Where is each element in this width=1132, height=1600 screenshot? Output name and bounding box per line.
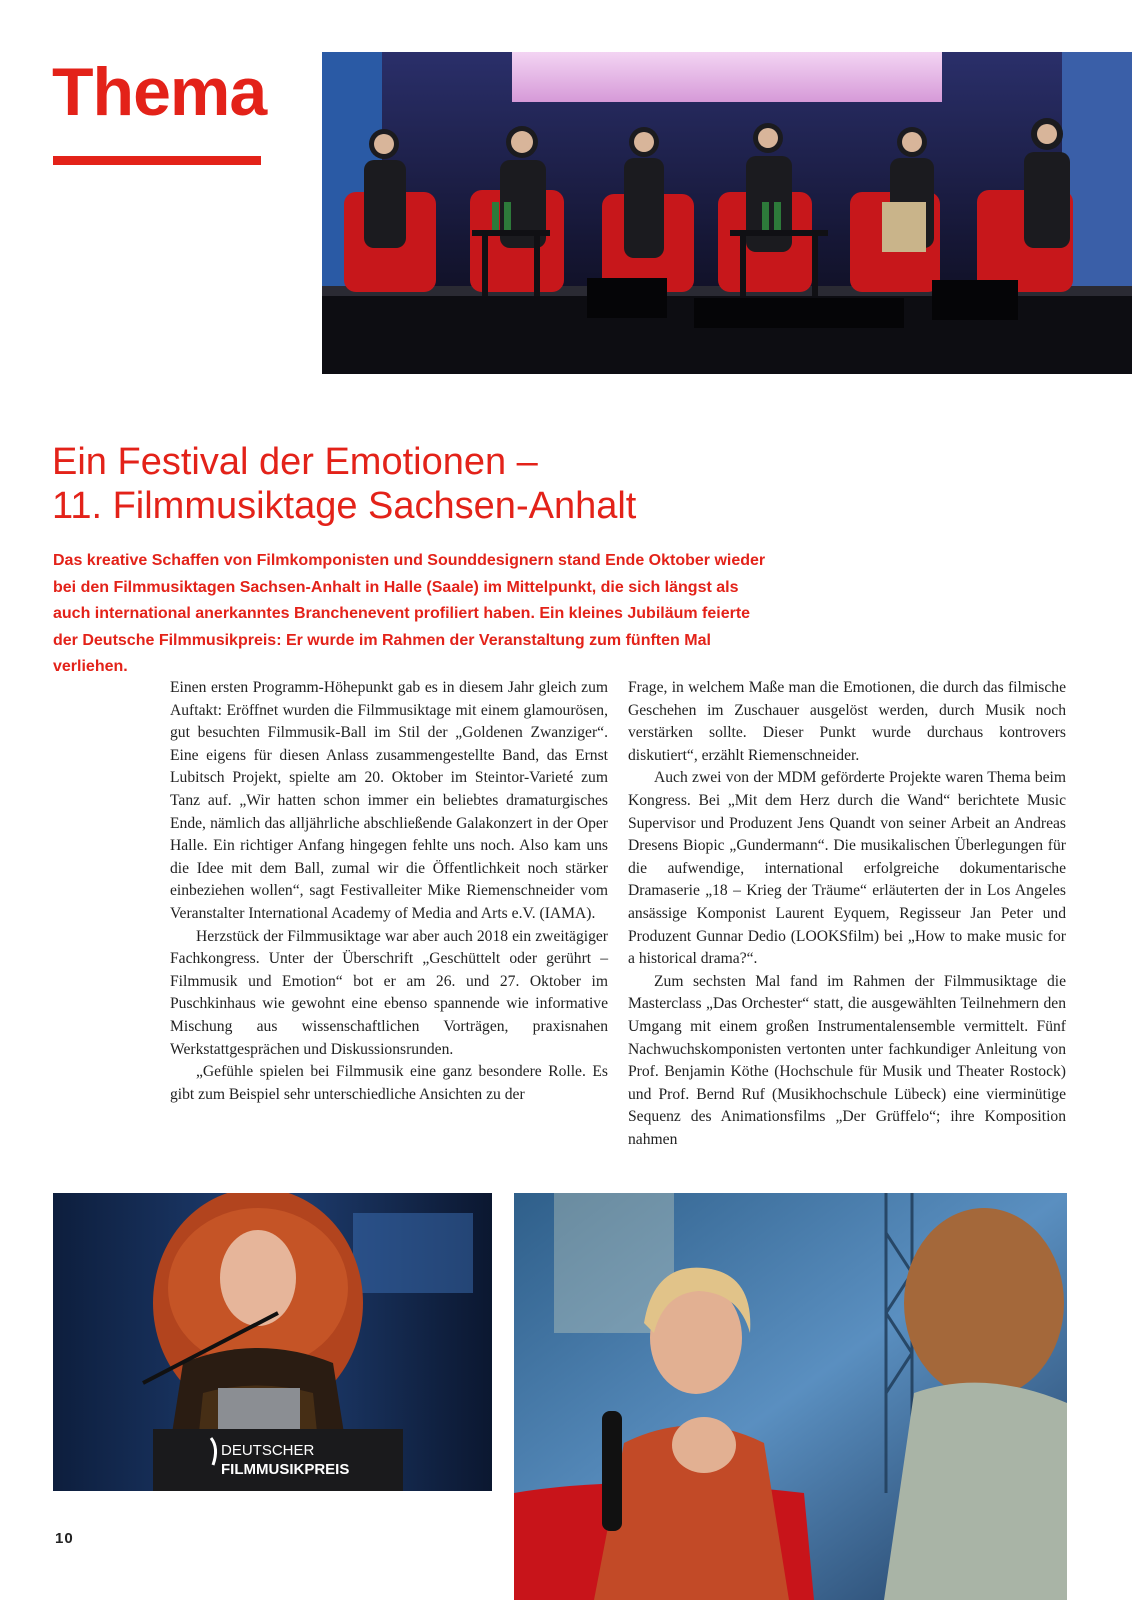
body-paragraph: Frage, in welchem Maße man die Emotionen, die durch das filmische Geschehen im Zuschauer ausgelöst werden, durch Musik noch verstärken sollte. Dieser Punkt wurde durchaus kontrovers diskutiert“, erzählt Riemenschneider. (628, 679, 1066, 764)
body-paragraph: Auch zwei von der MDM geförderte Projekte waren Thema beim Kongress. Bei „Mit dem Herz durch die Wand“ berichtete Music Supervisor und Produzent Jens Quandt von seiner Arbeit an Andreas Dresens Biopic „Gundermann“. Die musikalischen Überlegungen für die aufwendige, international erfolgreiche dokumentarische Dramaserie „18 – Krieg der Träume“ erläuterten der in Los Angeles ansässige Komponist Laurent Eyquem, Regisseur Jan Peter und Produzent Gunnar Dedio (LOOKSfilm) bei „How to make music for a historical drama?“. (628, 769, 1066, 968)
body-column-right (628, 677, 1066, 1151)
body-column-left (170, 677, 608, 1106)
body-paragraph: „Gefühle spielen bei Filmmusik eine ganz besondere Rolle. Es gibt zum Beispiel sehr unterschiedliche Ansichten zu der (170, 1063, 608, 1103)
article-lead: Das kreative Schaffen von Filmkomponisten und Sounddesignern stand Ende Oktober wieder bei den Filmmusiktagen Sachsen-Anhalt in Halle (Saale) im Mittelpunkt, die sich längst als auch international anerkanntes Branchenevent profiliert haben. Ein kleines Jubiläum feierte der Deutsche Filmmusikpreis: Er wurde im Rahmen der Veranstaltung zum fünften Mal verliehen. (53, 552, 766, 675)
section-underline (53, 156, 261, 165)
award-logo-line-2: FILMMUSIKPREIS (221, 1461, 350, 1478)
award-logo-line-1: DEUTSCHER (221, 1442, 315, 1459)
article-headline (52, 440, 952, 528)
body-paragraph: Zum sechsten Mal fand im Rahmen der Filmmusiktage die Masterclass „Das Orchester“ statt, die ausgewählten Teilnehmern den Umgang mit einem großen Instrumentalensemble vermittelt. Fünf Nachwuchskomponisten vertonten unter fachkundiger Anleitung von Prof. Benjamin Köthe (Hochschule für Musik und Theater Rostock) und Prof. Bernd Ruf (Musikhochschule Lübeck) eine vierminütige Sequenz des Animationsfilms „Der Grüffelo“; ihre Komposition nahmen (628, 972, 1066, 1148)
headline-line-1: Ein Festival der Emotionen – (52, 441, 538, 483)
body-paragraph: Einen ersten Programm-Höhepunkt gab es in diesem Jahr gleich zum Auftakt: Eröffnet wurden die Filmmusiktage mit einem glamourösen, gut besuchten Filmmusik-Ball im Stil der „Goldenen Zwanziger“. Eine eigens für diesen Anlass zusammengestellte Band, das Ernst Lubitsch Projekt, spielte am 20. Oktober im Steintor-Varieté zum Tanz auf. „Wir hatten schon immer ein beliebtes dramaturgisches Ende, nämlich das alljährliche abschließende Galakonzert in der Oper Halle. Ein richtiger Anfang hingegen fehlte uns noch. Also kam uns die Idee mit dem Ball, zumal wir die Öffentlichkeit noch stärker einbeziehen wollen“, sagt Festivalleiter Mike Riemenschneider vom Veranstalter International Academy of Media and Arts e.V. (IAMA). (170, 679, 608, 922)
body-paragraph: Herzstück der Filmmusiktage war aber auch 2018 ein zweitägiger Fachkongress. Unter der Überschrift „Geschüttelt oder gerührt – Filmmusik und Emotion“ bot er am 26. und 27. Oktober im Puschkinhaus wie gewohnt eine ebenso spannende wie informative Mischung aus wissenschaftlichen Vorträgen, praxisnahen Werkstattgesprächen und Diskussionsrunden. (170, 927, 608, 1058)
page-number: 10 (55, 1530, 74, 1547)
award-presenter-photo (53, 1193, 492, 1491)
headline-line-2: 11. Filmmusiktage Sachsen-Anhalt (52, 485, 637, 527)
section-title: Thema (52, 54, 267, 130)
speaker-with-microphone-photo (514, 1193, 1067, 1600)
panel-discussion-photo (322, 52, 1132, 374)
